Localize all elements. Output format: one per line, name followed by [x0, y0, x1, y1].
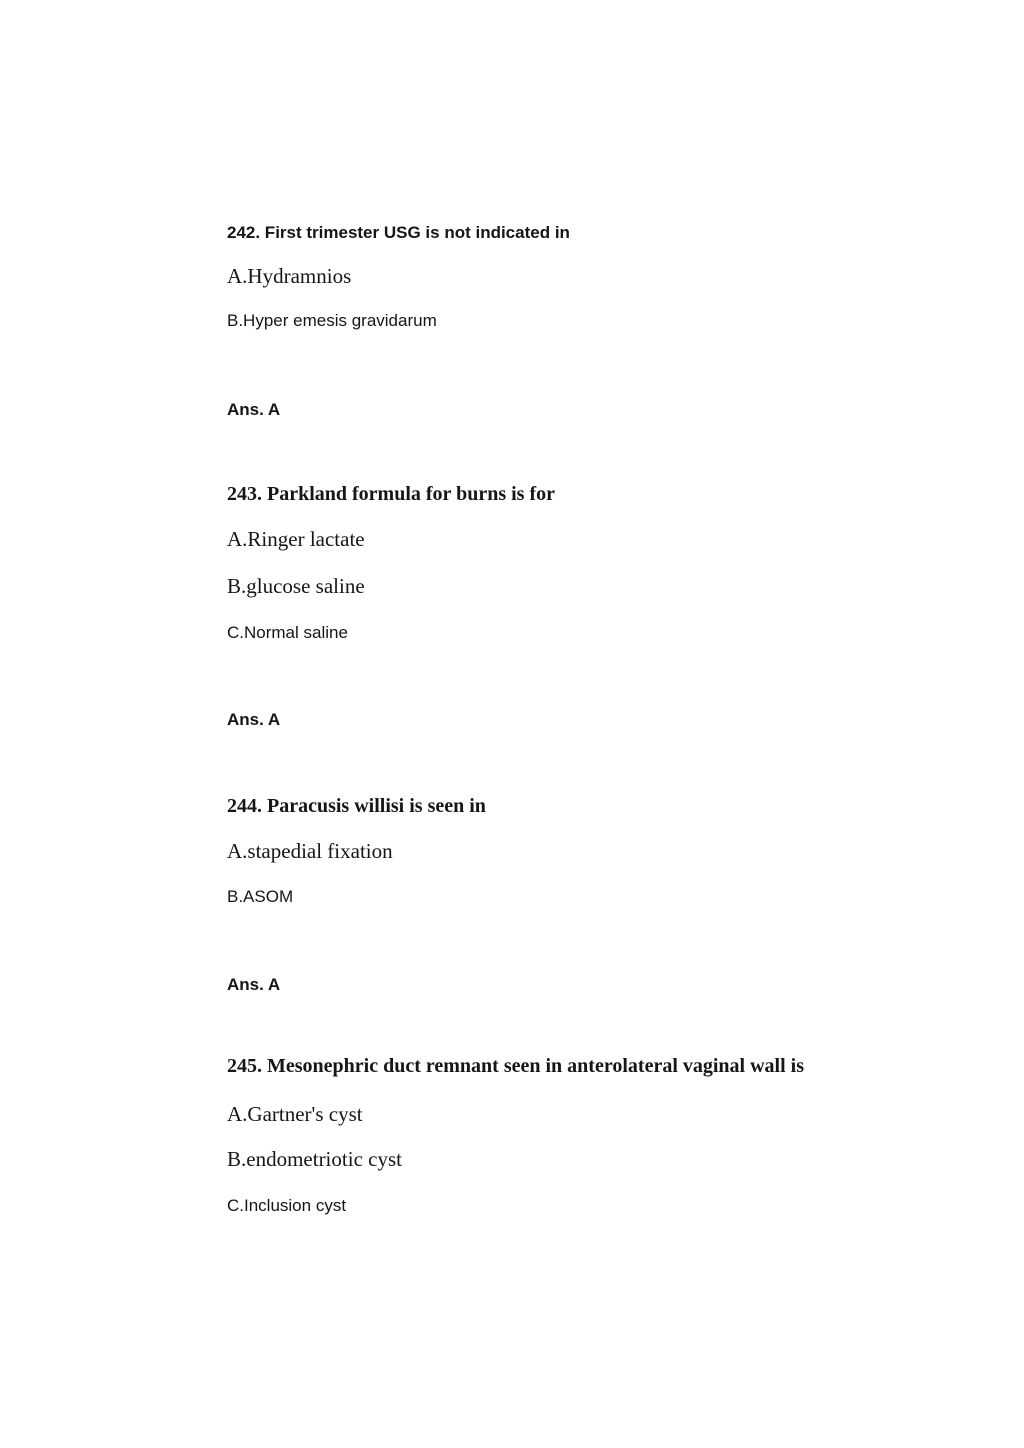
question-243-option-a: A.Ringer lactate — [227, 527, 365, 551]
question-title-242: 242. First trimester USG is not indicated in — [227, 223, 570, 242]
question-title-244: 244. Paracusis willisi is seen in — [227, 795, 486, 817]
question-245-option-c: C.Inclusion cyst — [227, 1196, 347, 1215]
question-243-answer: Ans. A — [227, 710, 281, 729]
question-242-option-a: A.Hydramnios — [227, 264, 352, 288]
question-243-option-b: B.glucose saline — [227, 574, 365, 598]
question-245-option-b: B.endometriotic cyst — [227, 1147, 402, 1171]
question-244-answer: Ans. A — [227, 975, 281, 994]
question-242-answer: Ans. A — [227, 400, 281, 419]
question-title-243: 243. Parkland formula for burns is for — [227, 483, 555, 505]
question-244-option-b: B.ASOM — [227, 887, 294, 906]
question-title-245: 245. Mesonephric duct remnant seen in anterolateral vaginal wall is — [227, 1055, 805, 1077]
question-243-option-c: C.Normal saline — [227, 623, 348, 642]
question-244-option-a: A.stapedial fixation — [227, 839, 393, 863]
question-242-option-b: B.Hyper emesis gravidarum — [227, 311, 437, 330]
question-245-option-a: A.Gartner's cyst — [227, 1102, 363, 1126]
